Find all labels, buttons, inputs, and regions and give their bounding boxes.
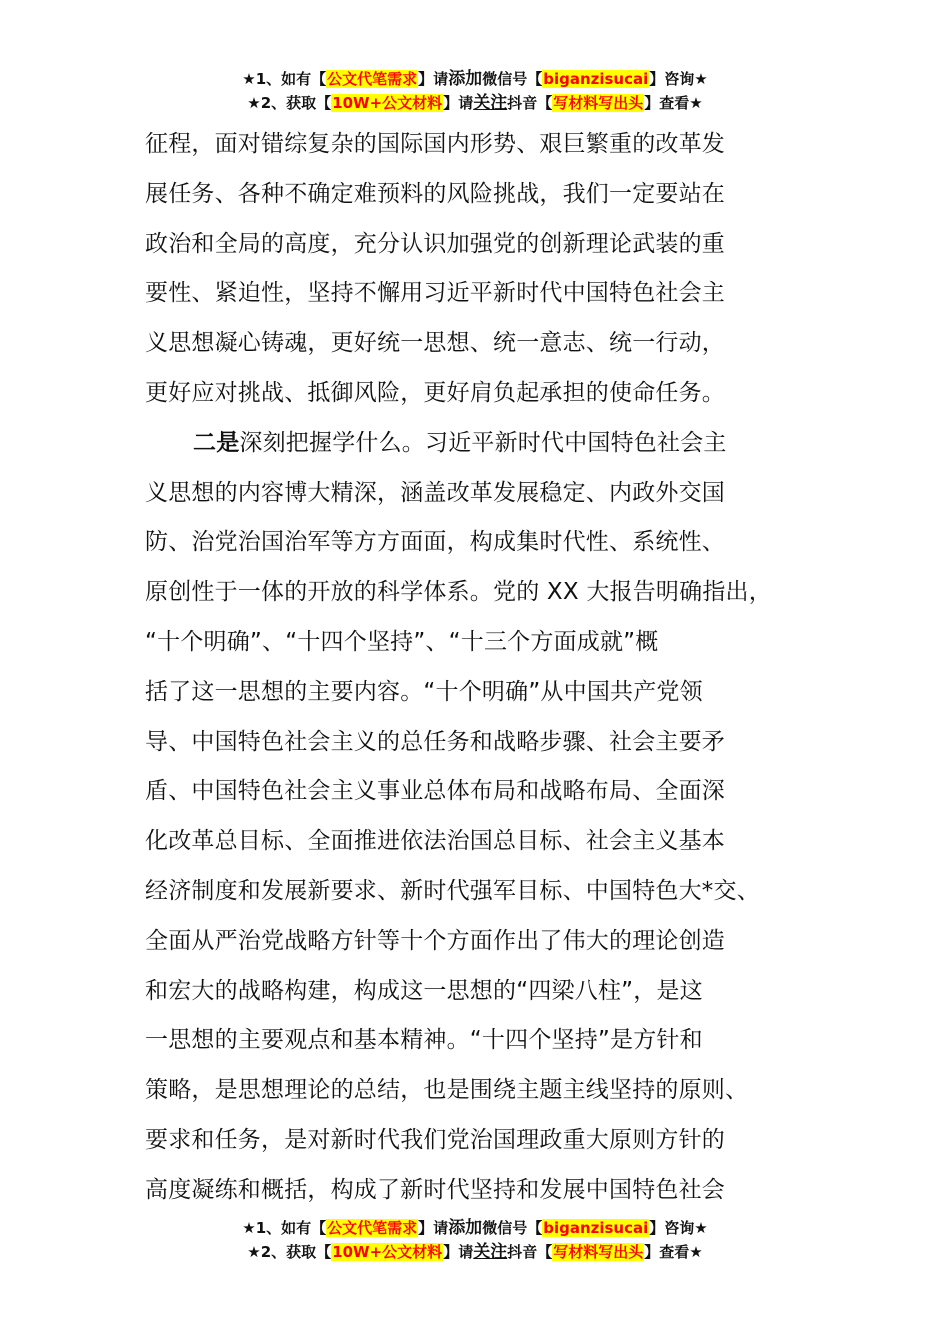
text-line: 括了这一思想的主要内容。“十个明确”从中国共产党领 [145, 678, 703, 705]
header-banner [0, 68, 950, 116]
text-line: 原创性于一体的开放的科学体系。党的 XX 大报告明确指出， [145, 579, 772, 606]
text-line: 和宏大的战略构建，构成这一思想的“四梁八柱”，是这 [145, 977, 703, 1004]
footer-banner [0, 1217, 950, 1265]
document-body [145, 120, 835, 1216]
banner-wechat-id: biganzisucai [543, 1219, 649, 1237]
banner-line-2 [0, 92, 950, 116]
text-line: “十个明确”、“十四个坚持”、“十三个方面成就”概 [145, 628, 659, 655]
banner-text: 】请 [443, 1243, 474, 1261]
banner-douyin-id: 写材料写出头 [553, 1243, 644, 1261]
paragraph-lead: 二是 [193, 429, 240, 456]
banner-text: 】请 [443, 94, 474, 112]
text-line: 一思想的主要观点和基本精神。“十四个坚持”是方针和 [145, 1027, 703, 1054]
banner-text: 】查看★ [644, 1243, 703, 1261]
banner-highlight: 10W+公文材料 [332, 94, 443, 112]
banner-highlight: 10W+公文材料 [332, 1243, 443, 1261]
banner-douyin-id: 写材料写出头 [553, 94, 644, 112]
banner-text: 】咨询★ [649, 1219, 708, 1237]
banner-text: ★2、获取【 [247, 1243, 332, 1261]
text-line: 防、治党治国治军等方方面面，构成集时代性、系统性、 [145, 529, 725, 556]
text-line: 化改革总目标、全面推进依法治国总目标、社会主义基本 [145, 828, 725, 855]
banner-emphasis: 关注 [473, 93, 508, 113]
banner-text: ★1、如有【 [242, 70, 327, 88]
banner-highlight: 公文代笔需求 [327, 70, 418, 88]
text-line: 高度凝练和概括，构成了新时代坚持和发展中国特色社会 [145, 1176, 725, 1203]
banner-text: ★1、如有【 [242, 1219, 327, 1237]
text-line: 导、中国特色社会主义的总任务和战略步骤、社会主要矛 [145, 728, 725, 755]
banner-text: ★2、获取【 [247, 94, 332, 112]
banner-emphasis: 添加 [448, 1218, 483, 1238]
banner-text: 】请 [418, 70, 449, 88]
banner-text: 微信号【 [482, 1219, 543, 1237]
banner-highlight: 公文代笔需求 [327, 1219, 418, 1237]
banner-text: 微信号【 [482, 70, 543, 88]
text-line: 征程，面对错综复杂的国际国内形势、艰巨繁重的改革发 [145, 131, 725, 157]
text-line: 义思想的内容博大精深，涵盖改革发展稳定、内政外交国 [145, 479, 725, 506]
text-segment: 深刻把握学什么。习近平新时代中国特色社会主 [239, 429, 727, 456]
banner-line-2 [0, 1241, 950, 1265]
text-line: 策略，是思想理论的总结，也是围绕主题主线坚持的原则、 [145, 1077, 749, 1104]
banner-text: 】请 [418, 1219, 449, 1237]
text-line: 更好应对挑战、抵御风险，更好肩负起承担的使命任务。 [145, 379, 725, 406]
banner-text: 抖音【 [507, 1243, 553, 1261]
text-line: 经济制度和发展新要求、新时代强军目标、中国特色大*交、 [145, 877, 760, 904]
text-line: 政治和全局的高度，充分认识加强党的创新理论武装的重 [145, 230, 725, 257]
banner-text: 】咨询★ [649, 70, 708, 88]
banner-line-1 [0, 68, 950, 92]
text-line: 义思想凝心铸魂，更好统一思想、统一意志、统一行动， [145, 330, 725, 357]
banner-line-1 [0, 1217, 950, 1241]
paragraph-start [145, 419, 835, 469]
banner-wechat-id: biganzisucai [543, 70, 649, 88]
text-line: 要性、紧迫性，坚持不懈用习近平新时代中国特色社会主 [145, 280, 725, 307]
banner-emphasis: 关注 [473, 1242, 508, 1262]
text-line: 盾、中国特色社会主义事业总体布局和战略布局、全面深 [145, 778, 725, 805]
banner-emphasis: 添加 [448, 69, 483, 89]
banner-text: 抖音【 [507, 94, 553, 112]
banner-text: 】查看★ [644, 94, 703, 112]
text-line: 要求和任务，是对新时代我们党治国理政重大原则方针的 [145, 1126, 725, 1153]
text-line: 全面从严治党战略方针等十个方面作出了伟大的理论创造 [145, 927, 725, 954]
text-line: 展任务、各种不确定难预料的风险挑战，我们一定要站在 [145, 180, 725, 207]
